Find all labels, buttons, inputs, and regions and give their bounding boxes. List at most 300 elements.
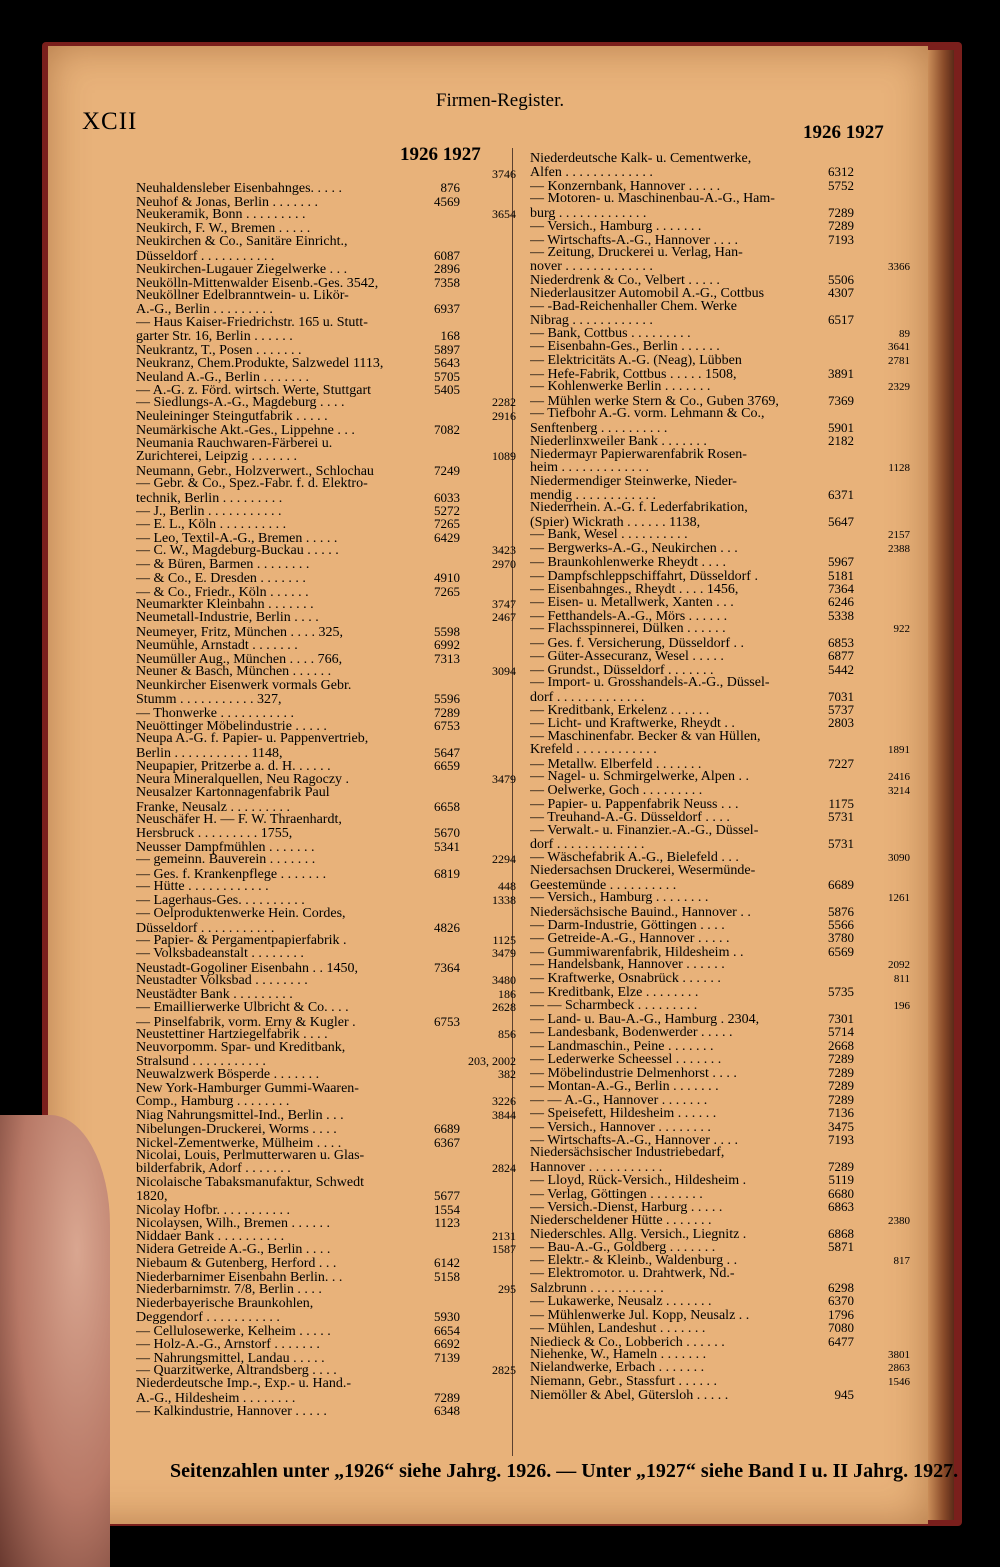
entry-page-1927: 196 bbox=[893, 999, 910, 1012]
entry-name: — & Büren, Barmen . . . . . . . . bbox=[136, 557, 310, 572]
index-entry bbox=[530, 1173, 910, 1186]
entry-page-1926: 5158 bbox=[434, 1268, 460, 1284]
entry-page-1926: 7369 bbox=[828, 392, 854, 408]
left-year-header bbox=[400, 144, 481, 166]
index-entry bbox=[530, 528, 910, 541]
index-entry bbox=[136, 719, 516, 732]
index-entry bbox=[136, 450, 516, 463]
entry-name: — Darm-Industrie, Göttingen . . . . bbox=[530, 918, 725, 933]
entry-page-1926: 6371 bbox=[828, 486, 854, 502]
index-entry bbox=[136, 853, 516, 866]
index-entry bbox=[136, 1082, 516, 1095]
index-entry bbox=[136, 262, 516, 275]
entry-name: Neusser Dampfmühlen . . . . . . . bbox=[136, 840, 315, 855]
entry-name: nover . . . . . . . . . . . . . bbox=[530, 259, 653, 273]
footer-note: Seitenzahlen unter „1926“ siehe Jahrg. 1926. — Unter „1927“ siehe Band I u. II Jahrg. 1927. bbox=[170, 1460, 959, 1482]
entry-name: Nielandwerke, Erbach . . . . . . . bbox=[530, 1361, 705, 1375]
entry-name: Niederrhein. A.-G. f. Lederfabrikation, bbox=[530, 501, 748, 515]
entry-name: Krefeld . . . . . . . . . . . . bbox=[530, 743, 657, 757]
entry-page-1927: 3423 bbox=[492, 543, 516, 558]
entry-page-1926: 5442 bbox=[828, 661, 854, 677]
entry-name: — Maschinenfabr. Becker & van Hüllen, bbox=[530, 729, 761, 744]
entry-name: Niedersachsen Druckerei, Wesermünde- bbox=[530, 864, 756, 878]
entry-page-1926: 7265 bbox=[434, 516, 460, 532]
entry-page-1926: 7139 bbox=[434, 1349, 460, 1365]
entry-name: Hannover . . . . . . . . . . . bbox=[530, 1160, 663, 1175]
entry-page-1926: 6853 bbox=[828, 634, 854, 650]
entry-page-1926: 7031 bbox=[828, 688, 854, 704]
index-entry bbox=[530, 878, 910, 891]
entry-name: Stralsund . . . . . . . . . . . bbox=[136, 1054, 266, 1069]
entry-page-1926: 5737 bbox=[828, 701, 854, 717]
index-entry bbox=[530, 622, 910, 635]
entry-name: — Eisenbahn-Ges., Berlin . . . . . . bbox=[530, 340, 720, 354]
entry-page-1926: 6517 bbox=[828, 312, 854, 328]
entry-page-1926: 7080 bbox=[828, 1320, 854, 1336]
index-entry bbox=[136, 1055, 516, 1068]
entry-name: — Eisenbahnges., Rheydt . . . . 1456, bbox=[530, 583, 739, 597]
page-edges bbox=[928, 50, 954, 1520]
entry-name: Niederbarnimer Eisenbahn Berlin. . . bbox=[136, 1270, 343, 1285]
entry-page-1927: 3226 bbox=[492, 1094, 516, 1109]
entry-name: — Volksbadeanstalt . . . . . . . . bbox=[136, 947, 304, 961]
entry-name: Senftenberg . . . . . . . . . . bbox=[530, 421, 668, 436]
entry-page-1927: 3801 bbox=[888, 1348, 910, 1361]
index-entry bbox=[136, 894, 516, 907]
index-entry bbox=[530, 636, 910, 649]
entry-page-1926: 6992 bbox=[434, 637, 460, 653]
index-entry bbox=[530, 1106, 910, 1119]
entry-page-1926: 7227 bbox=[828, 755, 854, 771]
entry-page-1926: 6367 bbox=[434, 1134, 460, 1150]
entry-name: — Landmaschin., Peine . . . . . . . bbox=[530, 1039, 714, 1054]
entry-page-1926: 6680 bbox=[828, 1185, 854, 1201]
year-1927-label: 1927 bbox=[845, 122, 884, 143]
right-column bbox=[530, 152, 910, 1402]
entry-page-1926: 5647 bbox=[434, 744, 460, 760]
entry-page-1926: 4569 bbox=[434, 193, 460, 209]
index-entry bbox=[530, 824, 910, 837]
entry-name: Neumüller Aug., München . . . . 766, bbox=[136, 652, 343, 667]
index-entry bbox=[530, 1308, 910, 1321]
entry-page-1927: 3366 bbox=[888, 260, 910, 273]
index-entry bbox=[136, 423, 516, 436]
entry-page-1926: 5596 bbox=[434, 691, 460, 707]
index-entry bbox=[136, 1041, 516, 1054]
entry-page-1926: 7289 bbox=[434, 1389, 460, 1405]
entry-name: technik, Berlin . . . . . . . . . bbox=[136, 491, 283, 505]
entry-page-1927: 3747 bbox=[492, 597, 516, 611]
index-entry bbox=[136, 517, 516, 530]
entry-name: — Haus Kaiser-Friedrichstr. 165 u. Stutt- bbox=[136, 315, 368, 330]
index-entry bbox=[136, 1028, 516, 1041]
entry-name: 1820, bbox=[136, 1190, 168, 1204]
entry-name: garter Str. 16, Berlin . . . . . . bbox=[136, 330, 293, 344]
entry-page-1926: 7289 bbox=[828, 1064, 854, 1080]
entry-name: — Ges. f. Krankenpflege . . . . . . . bbox=[136, 867, 327, 882]
index-entry bbox=[136, 1404, 516, 1417]
entry-name: Neumetall-Industrie, Berlin . . . . bbox=[136, 611, 319, 625]
entry-name: — Speisefett, Hildesheim . . . . . . bbox=[530, 1107, 717, 1121]
entry-page-1927: 1891 bbox=[888, 744, 910, 757]
entry-name: — Tiefbohr A.-G. vorm. Lehmann & Co., bbox=[530, 407, 765, 421]
entry-name: Neukeramik, Bonn . . . . . . . . . bbox=[136, 208, 306, 222]
index-entry bbox=[136, 1364, 516, 1377]
entry-page-1926: 5901 bbox=[828, 419, 854, 435]
index-entry bbox=[530, 313, 910, 326]
entry-name: — Handelsbank, Hannover . . . . . . bbox=[530, 958, 725, 972]
index-entry bbox=[136, 329, 516, 342]
entry-name: bilderfabrik, Adorf . . . . . . . bbox=[136, 1162, 291, 1176]
entry-page-1926: 7313 bbox=[434, 650, 460, 666]
entry-page-1926: 6689 bbox=[828, 876, 854, 892]
entry-page-1927: 3214 bbox=[888, 784, 910, 797]
entry-name: — Treuhand-A.-G. Düsseldorf . . . . bbox=[530, 811, 730, 825]
index-entry bbox=[530, 1133, 910, 1146]
index-entry bbox=[136, 558, 516, 571]
index-entry bbox=[530, 1093, 910, 1106]
entry-name: — Elektricitäts A.-G. (Neag), Lübben bbox=[530, 353, 742, 368]
entry-name: — Lukawerke, Neusalz . . . . . . . bbox=[530, 1295, 712, 1309]
entry-page-1926: 5677 bbox=[434, 1188, 460, 1204]
entry-name: — Mühlen, Landeshut . . . . . . . bbox=[530, 1322, 706, 1336]
index-entry bbox=[136, 235, 516, 248]
index-entry bbox=[530, 770, 910, 783]
entry-name: Niederschles. Allg. Versich., Liegnitz . bbox=[530, 1228, 747, 1242]
entry-page-1926: 1123 bbox=[434, 1215, 460, 1231]
entry-page-1926: 5338 bbox=[828, 607, 854, 623]
index-entry bbox=[136, 921, 516, 934]
entry-page-1927: 1338 bbox=[492, 892, 516, 907]
index-entry bbox=[136, 934, 516, 947]
index-entry bbox=[136, 1310, 516, 1323]
index-entry bbox=[530, 327, 910, 340]
entry-page-1926: 6370 bbox=[828, 1293, 854, 1309]
index-entry bbox=[530, 246, 910, 259]
entry-name: A.-G., Berlin . . . . . . . . . bbox=[136, 303, 273, 317]
index-entry bbox=[136, 1324, 516, 1337]
index-entry bbox=[530, 1052, 910, 1065]
entry-name: — Kreditbank, Elze . . . . . . . . bbox=[530, 986, 699, 1000]
index-entry bbox=[136, 1297, 516, 1310]
entry-name: — Gebr. & Co., Spez.-Fabr. f. d. Elektro- bbox=[136, 477, 368, 491]
entry-name: Neupa A.-G. f. Papier- u. Pappenvertrieb, bbox=[136, 732, 369, 746]
entry-name: — E. L., Köln . . . . . . . . . . bbox=[136, 518, 287, 532]
index-entry bbox=[530, 1240, 910, 1253]
entry-name: Niehenke, W., Hameln . . . . . . . bbox=[530, 1347, 707, 1362]
index-entry bbox=[136, 276, 516, 289]
entry-name: — Kraftwerke, Osnabrück . . . . . . bbox=[530, 971, 721, 986]
entry-name: — Versich.-Dienst, Harburg . . . . . bbox=[530, 1201, 723, 1215]
entry-page-1927: 2467 bbox=[492, 610, 516, 625]
index-entry bbox=[136, 491, 516, 504]
entry-page-1926: 6689 bbox=[434, 1121, 460, 1137]
entry-name: Neukirchen & Co., Sanitäre Einricht., bbox=[136, 235, 348, 249]
index-entry bbox=[530, 475, 910, 488]
page-number: XCII bbox=[82, 108, 138, 135]
entry-page-1926: 5871 bbox=[828, 1239, 854, 1255]
entry-page-1926: 5930 bbox=[434, 1309, 460, 1325]
index-entry bbox=[136, 880, 516, 893]
entry-name: Nickel-Zementwerke, Mülheim . . . . bbox=[136, 1136, 342, 1150]
entry-name: Neukölln-Mittenwalder Eisenb.-Ges. 3542, bbox=[136, 276, 379, 290]
index-entry bbox=[530, 1361, 910, 1374]
entry-name: Niederlinxweiler Bank . . . . . . . bbox=[530, 435, 707, 449]
index-entry bbox=[530, 1335, 910, 1348]
entry-name: Geestemünde . . . . . . . . . . bbox=[530, 878, 677, 893]
index-entry bbox=[530, 367, 910, 380]
index-entry bbox=[136, 1337, 516, 1350]
running-title: Firmen-Register. bbox=[435, 90, 565, 111]
entry-name: — Landesbank, Bodenwerder . . . . . bbox=[530, 1026, 733, 1040]
entry-name: Neukirch, F. W., Bremen . . . . . bbox=[136, 221, 311, 236]
entry-page-1926: 6937 bbox=[434, 301, 460, 317]
entry-page-1926: 2182 bbox=[828, 433, 854, 449]
entry-name: burg . . . . . . . . . . . . . bbox=[530, 206, 647, 221]
index-entry bbox=[136, 477, 516, 490]
year-1926-label: 1926 bbox=[803, 122, 841, 143]
index-entry bbox=[530, 582, 910, 595]
index-entry bbox=[530, 1120, 910, 1133]
index-entry bbox=[530, 1039, 910, 1052]
index-entry bbox=[530, 905, 910, 918]
entry-name: Neuland A.-G., Berlin . . . . . . . bbox=[136, 370, 310, 385]
entry-page-1926: 7289 bbox=[828, 1051, 854, 1067]
entry-name: — Wäschefabrik A.-G., Bielefeld . . . bbox=[530, 850, 739, 865]
index-entry bbox=[530, 690, 910, 703]
entry-name: — Cellulosewerke, Kelheim . . . . . bbox=[136, 1324, 331, 1339]
entry-page-1926: 168 bbox=[440, 328, 460, 344]
index-entry bbox=[136, 732, 516, 745]
index-entry bbox=[136, 208, 516, 221]
entry-name: — Kohlenwerke Berlin . . . . . . . bbox=[530, 380, 711, 394]
entry-name: (Spier) Wickrath . . . . . . 1138, bbox=[530, 515, 701, 530]
entry-name: Nibelungen-Druckerei, Worms . . . . bbox=[136, 1123, 337, 1137]
entry-name: — Hefe-Fabrik, Cottbus . . . . . 1508, bbox=[530, 368, 737, 382]
entry-page-1927: 1546 bbox=[888, 1375, 910, 1388]
entry-page-1926: 5647 bbox=[828, 513, 854, 529]
entry-name: Nibrag . . . . . . . . . . . . bbox=[530, 314, 653, 328]
index-entry bbox=[530, 569, 910, 582]
entry-name: — Pinselfabrik, vorm. Erny & Kugler . bbox=[136, 1015, 356, 1030]
entry-name: Niederdeutsche Imp.-, Exp.- u. Hand.- bbox=[136, 1377, 351, 1391]
entry-name: Hersbruck . . . . . . . . . 1755, bbox=[136, 827, 293, 841]
entry-page-1927: 1587 bbox=[492, 1242, 516, 1256]
index-entry bbox=[530, 448, 910, 461]
entry-name: — Wirtschafts-A.-G., Hannover . . . . bbox=[530, 1133, 738, 1148]
entry-page-1926: 1796 bbox=[828, 1306, 854, 1322]
entry-page-1927: 3641 bbox=[888, 341, 910, 354]
index-entry bbox=[530, 837, 910, 850]
index-entry bbox=[530, 999, 910, 1012]
entry-page-1927: 2092 bbox=[888, 959, 910, 972]
index-entry bbox=[136, 1149, 516, 1162]
entry-name: A.-G., Hildesheim . . . . . . . . bbox=[136, 1391, 296, 1406]
entry-name: Niederlausitzer Automobil A.-G., Cottbus bbox=[530, 287, 765, 301]
entry-page-1927: 295 bbox=[498, 1282, 516, 1297]
index-entry bbox=[530, 958, 910, 971]
index-entry bbox=[136, 679, 516, 692]
entry-name: — Licht- und Kraftwerke, Rheydt . . bbox=[530, 717, 735, 731]
index-entry bbox=[530, 1012, 910, 1025]
index-entry bbox=[136, 813, 516, 826]
entry-name: Zurichterei, Leipzig . . . . . . . bbox=[136, 450, 297, 464]
entry-page-1926: 6477 bbox=[828, 1333, 854, 1349]
entry-page-1926: 6877 bbox=[828, 648, 854, 664]
index-entry bbox=[530, 555, 910, 568]
entry-name: Niedermendiger Steinwerke, Nieder- bbox=[530, 474, 737, 488]
index-entry bbox=[136, 410, 516, 423]
index-entry bbox=[530, 286, 910, 299]
index-entry bbox=[136, 746, 516, 759]
entry-name: Salzbrunn . . . . . . . . . . . bbox=[530, 1281, 664, 1296]
index-entry bbox=[530, 891, 910, 904]
entry-page-1926: 6246 bbox=[828, 594, 854, 610]
index-entry bbox=[136, 544, 516, 557]
entry-page-1926: 6659 bbox=[434, 758, 460, 774]
index-entry bbox=[530, 1227, 910, 1240]
entry-page-1927: 3844 bbox=[492, 1107, 516, 1122]
entry-page-1926: 7249 bbox=[434, 462, 460, 478]
index-entry bbox=[530, 300, 910, 313]
index-entry bbox=[136, 1162, 516, 1175]
entry-page-1927: 89 bbox=[899, 327, 910, 340]
index-entry bbox=[530, 918, 910, 931]
index-entry bbox=[136, 1068, 516, 1081]
entry-name: Neukranz, Chem.Produkte, Salzwedel 1113, bbox=[136, 357, 384, 371]
index-entry bbox=[136, 302, 516, 315]
entry-page-1926: 7193 bbox=[828, 231, 854, 247]
index-entry bbox=[530, 797, 910, 810]
entry-page-1926: 1175 bbox=[828, 796, 854, 811]
entry-page-1926: 6298 bbox=[828, 1279, 854, 1295]
entry-page-1927: 2329 bbox=[888, 381, 910, 394]
entry-page-1927: 2628 bbox=[492, 1000, 516, 1015]
entry-page-1927: 2131 bbox=[492, 1228, 516, 1243]
entry-name: Nicolay Hofbr. . . . . . . . . . . bbox=[136, 1203, 290, 1218]
index-entry bbox=[136, 692, 516, 705]
index-entry bbox=[530, 1267, 910, 1280]
entry-name: Niedersächsische Bauind., Hannover . . bbox=[530, 905, 751, 919]
index-entry bbox=[530, 743, 910, 756]
index-entry bbox=[530, 1066, 910, 1079]
entry-name: Neusalzer Kartonnagenfabrik Paul bbox=[136, 786, 330, 800]
index-entry bbox=[530, 192, 910, 205]
entry-page-1926: 5670 bbox=[434, 825, 460, 841]
entry-name: — C. W., Magdeburg-Buckau . . . . . bbox=[136, 544, 339, 558]
entry-page-1926: 5705 bbox=[434, 368, 460, 384]
entry-name: — Eisen- u. Metallwerk, Xanten . . . bbox=[530, 596, 734, 610]
entry-page-1926: 6654 bbox=[434, 1322, 460, 1338]
entry-page-1927: 3654 bbox=[492, 207, 516, 222]
index-entry bbox=[136, 1351, 516, 1364]
entry-name: — Leo, Textil-A.-G., Bremen . . . . . bbox=[136, 531, 338, 546]
entry-name: — Emaillierwerke Ulbricht & Co. . . . bbox=[136, 1001, 349, 1015]
entry-name: — Konzernbank, Hannover . . . . . bbox=[530, 179, 721, 194]
entry-name: — Papier- u. Pappenfabrik Neuss . . . bbox=[530, 798, 739, 812]
entry-name: — Mühlen werke Stern & Co., Guben 3769, bbox=[530, 394, 779, 409]
entry-name: — Ges. f. Versicherung, Düsseldorf . . bbox=[530, 636, 744, 651]
entry-name: — Oelwerke, Goch . . . . . . . . . bbox=[530, 783, 703, 798]
index-entry bbox=[136, 1015, 516, 1028]
entry-name: Neuschäfer H. — F. W. Thraenhardt, bbox=[136, 813, 342, 827]
entry-page-1927: 2416 bbox=[888, 771, 910, 784]
entry-name: Stumm . . . . . . . . . . . 327, bbox=[136, 693, 282, 707]
index-entry bbox=[530, 421, 910, 434]
left-column bbox=[136, 168, 516, 1418]
right-year-header bbox=[803, 122, 884, 144]
index-entry bbox=[530, 972, 910, 985]
entry-page-1926: 7364 bbox=[828, 581, 854, 596]
entry-page-1927: 3479 bbox=[492, 771, 516, 786]
entry-page-1926: 7289 bbox=[434, 704, 460, 720]
index-entry bbox=[530, 152, 910, 165]
entry-page-1927: 2916 bbox=[492, 408, 516, 423]
entry-name: — Bau-A.-G., Goldberg . . . . . . . bbox=[530, 1241, 716, 1255]
index-entry bbox=[136, 988, 516, 1001]
entry-name: — — Scharmbeck . . . . . . . . . bbox=[530, 998, 698, 1013]
index-entry bbox=[530, 1025, 910, 1038]
entry-name: Düsseldorf . . . . . . . . . . . bbox=[136, 249, 275, 264]
index-entry bbox=[530, 716, 910, 729]
index-entry bbox=[530, 354, 910, 367]
entry-page-1926: 6753 bbox=[434, 717, 460, 733]
index-entry bbox=[530, 1200, 910, 1213]
entry-name: — Oelproduktenwerke Hein. Cordes, bbox=[136, 907, 346, 921]
index-entry bbox=[530, 1348, 910, 1361]
entry-name: Niedieck & Co., Lobberich . . . . . . bbox=[530, 1335, 725, 1349]
index-entry bbox=[136, 343, 516, 356]
entry-name: Neumeyer, Fritz, München . . . . 325, bbox=[136, 625, 344, 640]
index-entry bbox=[530, 649, 910, 662]
entry-name: — Kalkindustrie, Hannover . . . . . bbox=[136, 1405, 327, 1419]
entry-page-1927: 3746 bbox=[492, 167, 516, 181]
entry-name: Neumärkische Akt.-Ges., Lippehne . . . bbox=[136, 424, 355, 438]
entry-page-1926: 7289 bbox=[828, 1158, 854, 1174]
index-entry bbox=[530, 1375, 910, 1388]
entry-name: — Montan-A.-G., Berlin . . . . . . . bbox=[530, 1080, 719, 1094]
entry-name: Franke, Neusalz . . . . . . . . . bbox=[136, 800, 290, 815]
entry-page-1926: 6033 bbox=[434, 489, 460, 505]
entry-name: — Fetthandels-A.-G., Mörs . . . . . . bbox=[530, 609, 728, 624]
entry-name: — Möbelindustrie Delmenhorst . . . . bbox=[530, 1066, 737, 1081]
index-entry bbox=[530, 945, 910, 958]
entry-name: Niemöller & Abel, Gütersloh . . . . . bbox=[530, 1389, 729, 1403]
entry-page-1926: 5272 bbox=[434, 502, 460, 518]
entry-name: — Versich., Hamburg . . . . . . . bbox=[530, 220, 702, 234]
entry-page-1927: 1128 bbox=[888, 462, 910, 475]
index-entry bbox=[136, 759, 516, 772]
entry-page-1927: 2294 bbox=[492, 852, 516, 867]
index-entry bbox=[530, 1146, 910, 1159]
entry-name: Neustädter Bank . . . . . . . . . bbox=[136, 987, 293, 1002]
entry-page-1926: 5735 bbox=[828, 984, 854, 1000]
entry-name: Neukrantz, T., Posen . . . . . . . bbox=[136, 343, 302, 358]
entry-name: — Lloyd, Rück-Versich., Hildesheim . bbox=[530, 1174, 747, 1188]
entry-page-1926: 3780 bbox=[828, 930, 854, 946]
entry-name: Düsseldorf . . . . . . . . . . . bbox=[136, 921, 275, 935]
entry-page-1926: 5731 bbox=[828, 836, 854, 852]
index-entry bbox=[136, 706, 516, 719]
entry-name: — Metallw. Elberfeld . . . . . . . bbox=[530, 757, 702, 772]
entry-page-1927: 1261 bbox=[888, 892, 910, 905]
entry-name: dorf . . . . . . . . . . . . . bbox=[530, 838, 645, 852]
entry-name: Nicolai, Louis, Perlmutterwaren u. Glas- bbox=[136, 1148, 365, 1163]
index-entry bbox=[530, 1294, 910, 1307]
entry-name: — Getreide-A.-G., Hannover . . . . . bbox=[530, 932, 730, 946]
index-entry bbox=[136, 316, 516, 329]
index-entry bbox=[530, 931, 910, 944]
